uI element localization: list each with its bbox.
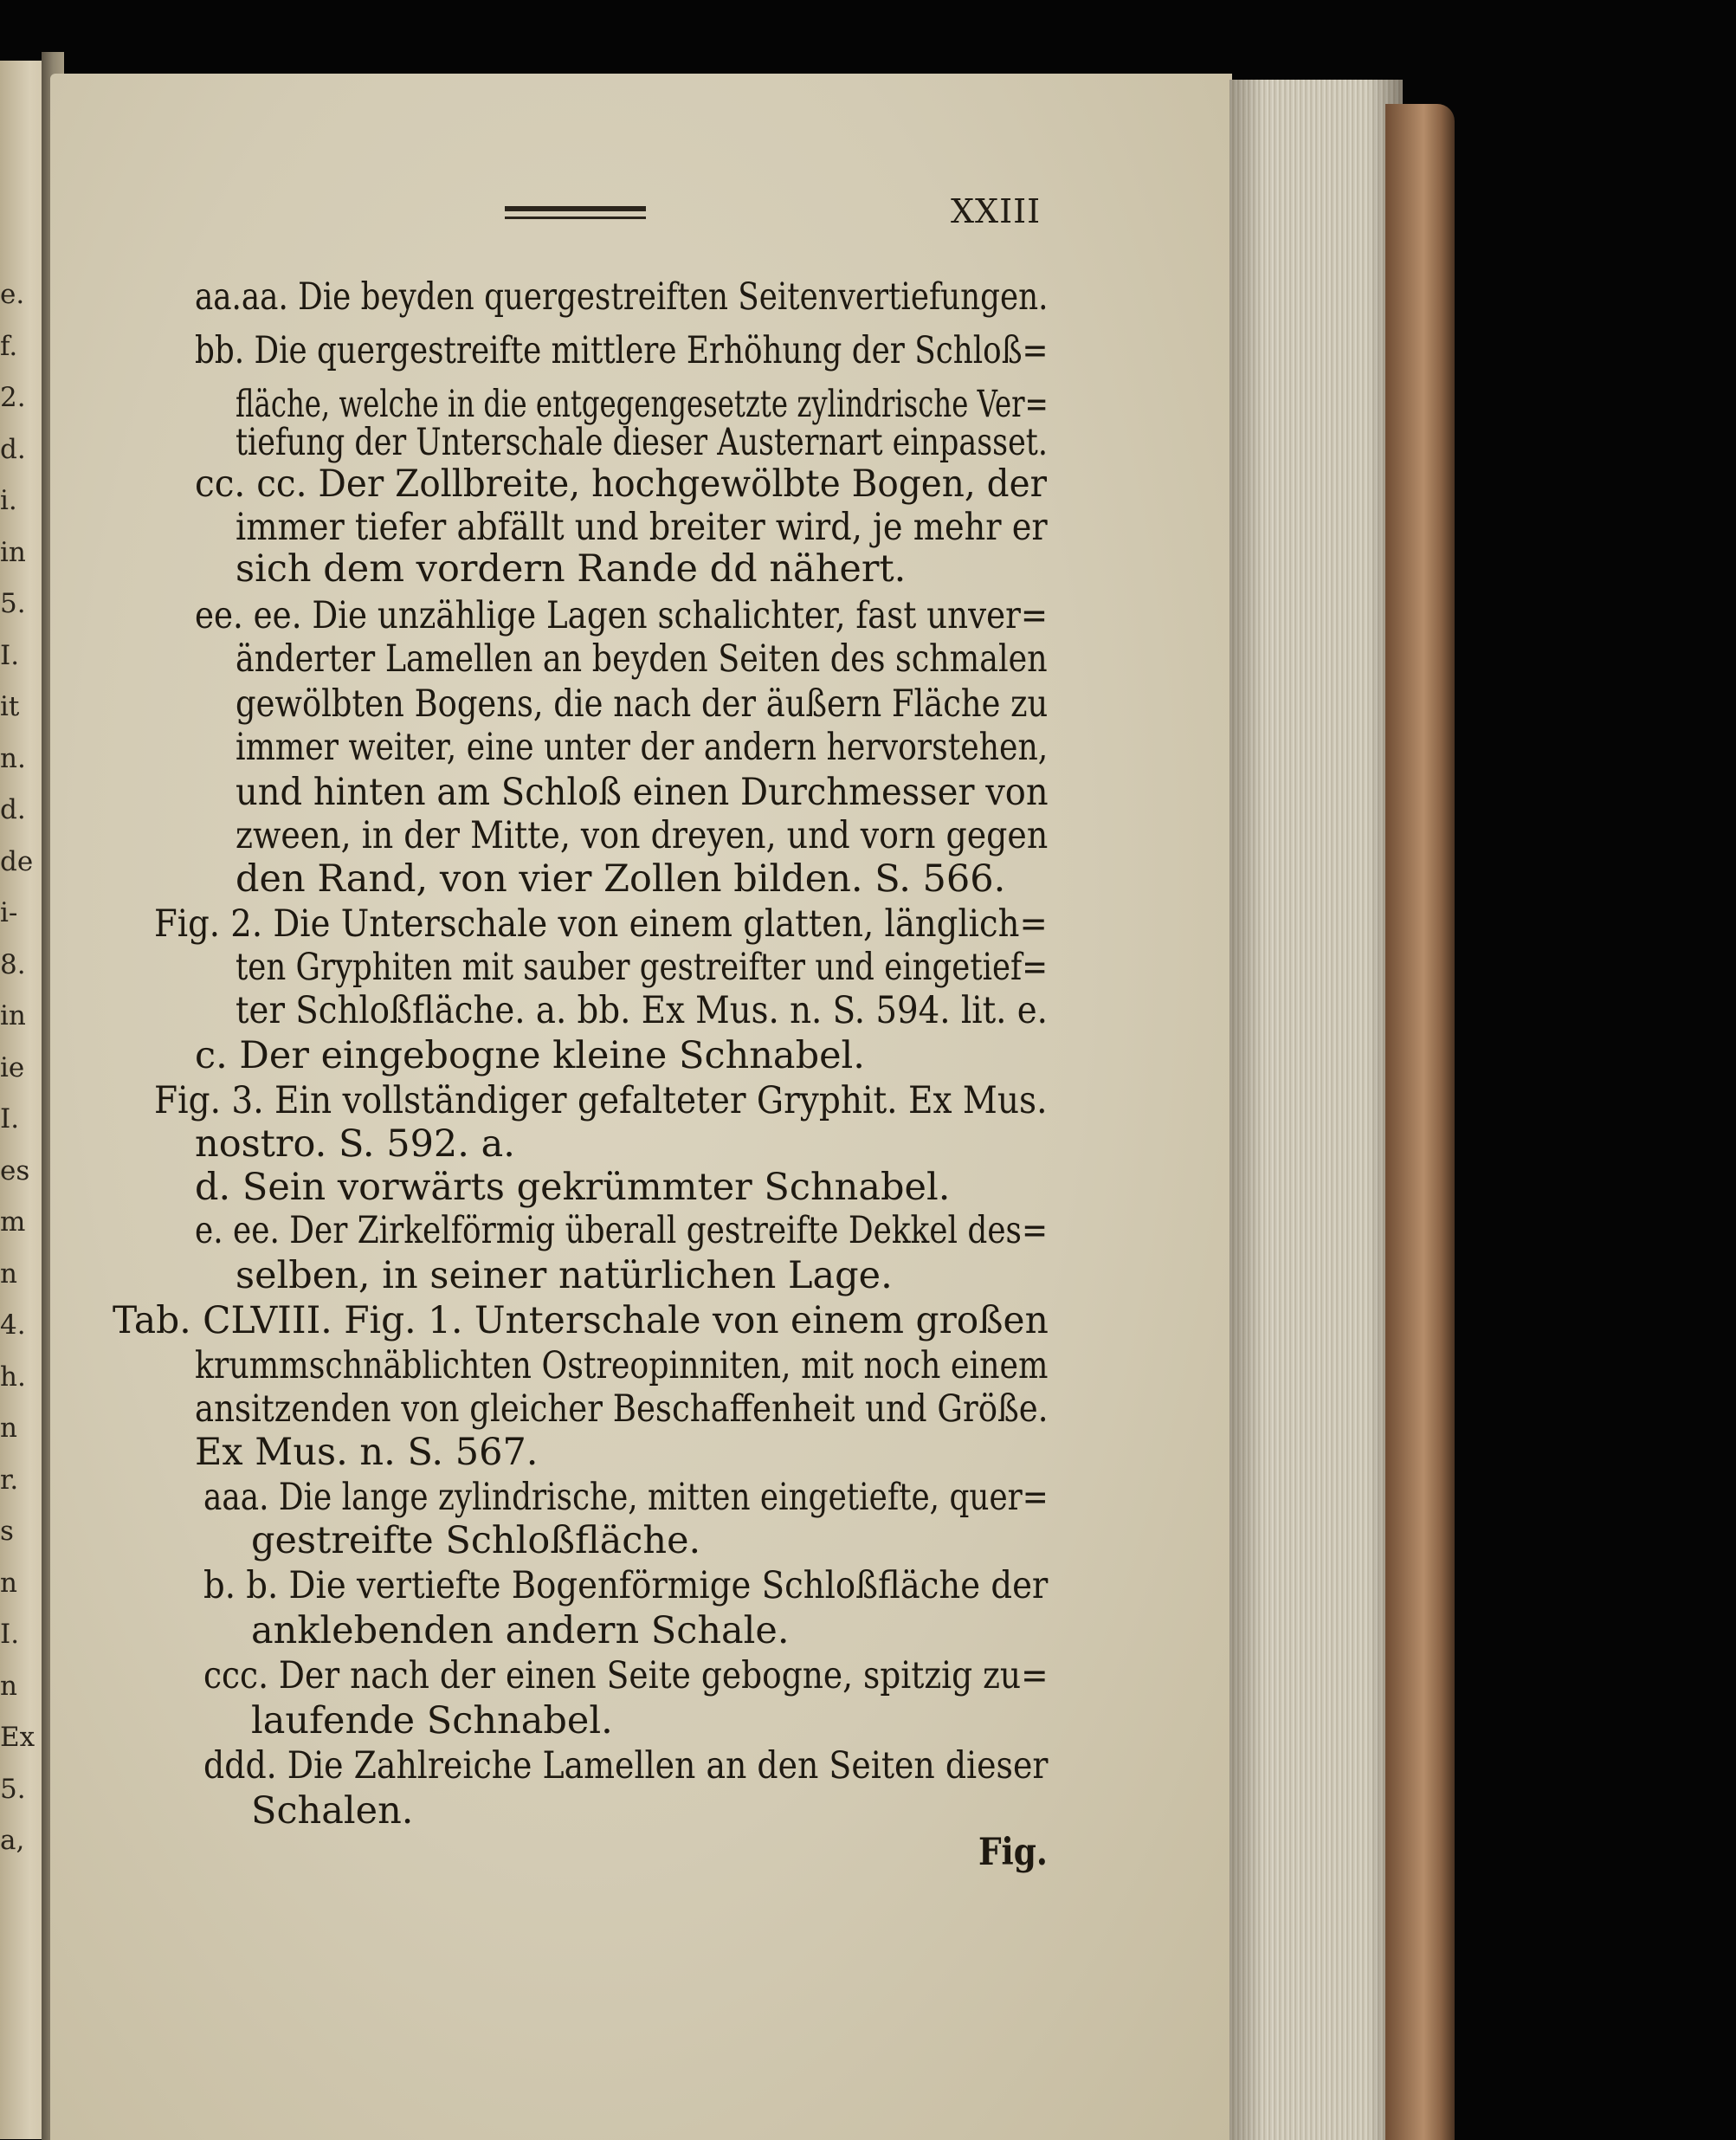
text-line: immer tiefer abfällt und breiter wird, je mehr er [236,506,1048,549]
edge-fragment: e. [0,279,25,310]
text-line: Schalen. [251,1789,414,1833]
text-line: gewölbten Bogens, die nach der äußern Fläche zu [236,682,1049,726]
text-line: und hinten am Schloß einen Durchmesser von [236,771,1049,814]
edge-fragment: 5. [0,588,26,619]
header-rule-thin [505,217,646,219]
edge-fragment: in [0,1000,26,1031]
text-line: aa.aa. Die beyden quergestreiften Seitenvertiefungen. [195,275,1049,319]
edge-fragment: n [0,1568,17,1599]
text-line: laufende Schnabel. [251,1699,613,1742]
text-line: ee. ee. Die unzählige Lagen schalichter, fast unver= [195,594,1049,637]
page-number: XXIII [951,192,1042,230]
edge-fragment: it [0,691,20,722]
text-line: zween, in der Mitte, von dreyen, und vorn gegen [236,814,1049,857]
leather-cover [1385,104,1455,2140]
text-line: e. ee. Der Zirkelförmig überall gestreifte Dekkel des= [195,1209,1049,1252]
edge-fragment: n [0,1258,17,1290]
edge-fragment: n [0,1671,17,1702]
edge-fragment: es [0,1155,30,1186]
edge-fragment: ie [0,1052,25,1083]
text-line: bb. Die quergestreifte mittlere Erhöhung der Schloß= [195,329,1049,372]
text-line: fläche, welche in die entgegengesetzte zylindrische Ver= [236,383,1049,426]
edge-fragment: m [0,1206,26,1238]
text-line: tiefung der Unterschale dieser Austernart einpasset. [236,421,1048,464]
text-line: ten Gryphiten mit sauber gestreifter und eingetief= [236,946,1049,989]
text-line: Tab. CLVIII. Fig. 1. Unterschale von einem großen [113,1299,1049,1342]
page-block-shadow [1229,80,1403,2140]
edge-fragment: d. [0,794,26,825]
header-rule [505,206,646,211]
text-line: ddd. Die Zahlreiche Lamellen an den Seiten dieser [203,1744,1049,1788]
edge-fragment: I. [0,1103,20,1135]
text-line: den Rand, von vier Zollen bilden. S. 566. [236,857,1006,901]
text-line: Ex Mus. n. S. 567. [195,1431,539,1474]
edge-fragment: in [0,537,26,568]
text-line: sich dem vordern Rande dd nähert. [236,547,907,591]
text-line: selben, in seiner natürlichen Lage. [236,1254,893,1297]
text-line: änderter Lamellen an beyden Seiten des schmalen [236,637,1048,681]
text-line: krummschnäblichten Ostreopinniten, mit noch einem [195,1344,1049,1387]
edge-fragment: I. [0,1619,20,1650]
edge-fragment: 2. [0,382,26,413]
edge-fragment: I. [0,640,20,671]
text-line: c. Der eingebogne kleine Schnabel. [195,1034,865,1077]
text-line: aaa. Die lange zylindrische, mitten eingetiefte, quer= [203,1476,1049,1519]
text-line: immer weiter, eine unter der andern hervorstehen, [236,726,1049,769]
text-line: d. Sein vorwärts gekrümmter Schnabel. [195,1166,951,1209]
text-line: Fig. 3. Ein vollständiger gefalteter Gryphit. Ex Mus. [154,1079,1048,1122]
text-line: ansitzenden von gleicher Beschaffenheit und Größe. [195,1387,1049,1431]
edge-fragment: d. [0,434,26,465]
edge-fragment: i. [0,485,17,516]
text-line: anklebenden andern Schale. [251,1609,790,1652]
edge-fragment: s [0,1516,14,1547]
text-line: cc. cc. Der Zollbreite, hochgewölbte Bogen, der [195,462,1048,506]
edge-fragment: i- [0,897,18,928]
edge-fragment: n [0,1413,17,1444]
edge-fragment: f. [0,331,18,362]
edge-fragment: 4. [0,1309,26,1341]
text-line: ter Schloßfläche. a. bb. Ex Mus. n. S. 594. lit. e. [236,989,1048,1032]
text-line: b. b. Die vertiefte Bogenförmige Schloßfläche der [203,1564,1049,1607]
catchword: Fig. [978,1831,1048,1874]
edge-fragment: n. [0,743,26,774]
edge-fragment: a, [0,1825,25,1856]
edge-fragment: Ex [0,1722,35,1753]
text-line: nostro. S. 592. a. [195,1122,515,1166]
text-line: Fig. 2. Die Unterschale von einem glatten, länglich= [154,902,1048,946]
edge-fragment: 5. [0,1774,26,1805]
edge-fragment: r. [0,1464,19,1496]
text-line: gestreifte Schloßfläche. [251,1519,701,1562]
edge-fragment: h. [0,1361,26,1393]
text-line: ccc. Der nach der einen Seite gebogne, spitzig zu= [203,1654,1049,1697]
edge-fragment: de [0,846,34,877]
edge-fragment: 8. [0,949,26,980]
